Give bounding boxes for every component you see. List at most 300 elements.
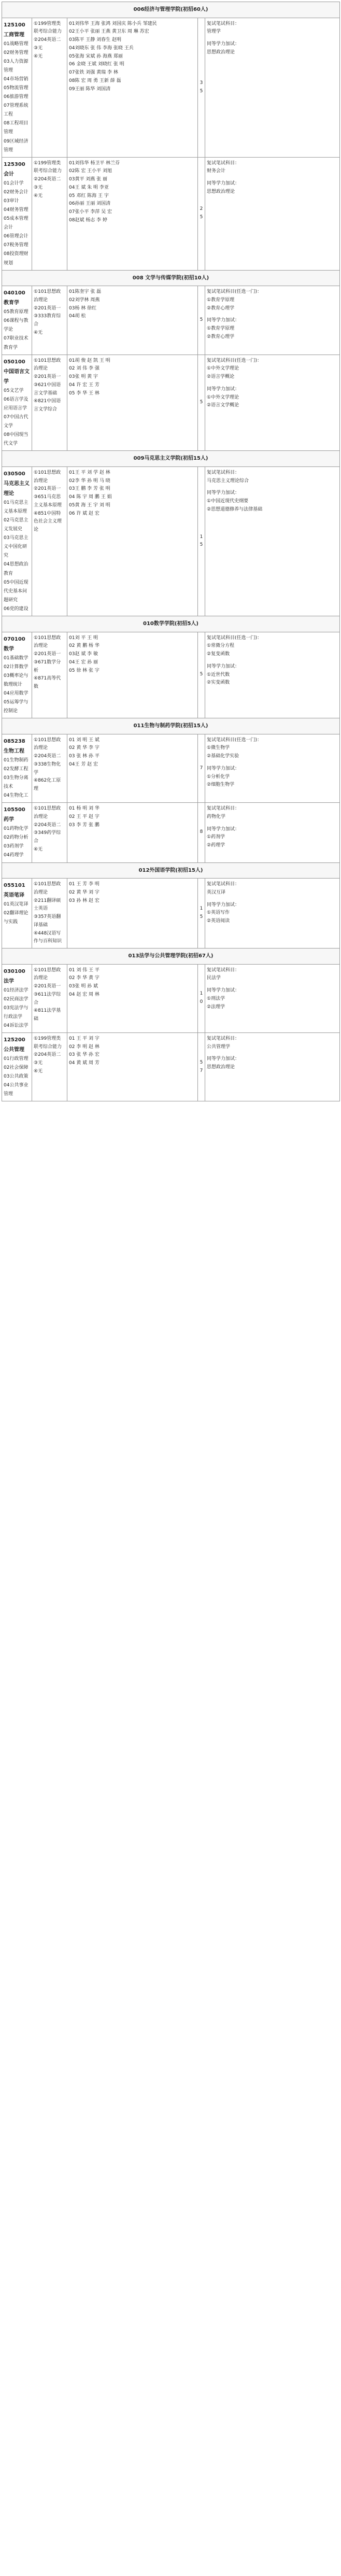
retest-line: ②语言学概论 xyxy=(207,374,235,380)
retest-line: 思想政治理论 xyxy=(207,189,235,194)
retest-line: ①微生物学 xyxy=(207,745,230,751)
retest-line xyxy=(207,485,338,489)
exam-subject: ①101思想政治理论 xyxy=(34,882,61,895)
research-direction: 04思想政治教育 xyxy=(4,562,29,576)
exam-subject: ②204英语二 xyxy=(34,1052,61,1058)
major-name: 050100中国语言文学 xyxy=(4,359,30,385)
supervisors-cell xyxy=(67,632,198,718)
program-row xyxy=(2,632,340,718)
major-name: 125300会计 xyxy=(4,161,25,177)
major-name: 125100工商管理 xyxy=(4,22,25,38)
retest-line: ①英语写作 xyxy=(207,910,230,916)
retest-line: ①教育学原理 xyxy=(207,297,235,303)
research-direction: 04生物化工 xyxy=(4,793,29,799)
exam-subject: ③无 xyxy=(34,1060,43,1066)
retest-line: 同等学力加试： xyxy=(207,386,240,392)
retest-line: ①中外文学理论 xyxy=(207,366,239,372)
research-direction: 06管理会计 xyxy=(4,234,29,239)
research-direction: 08中国现当代文学 xyxy=(4,432,29,447)
exam-subject: ①199管理类联考综合能力 xyxy=(34,1036,62,1050)
college-header-row xyxy=(2,862,340,879)
exam-subject: ④无 xyxy=(34,193,43,199)
exam-subjects-cell xyxy=(32,355,67,451)
retest-line: 同等学力加试： xyxy=(207,988,240,993)
supervisor-list: 01 刘 伟 王 平 xyxy=(69,967,100,973)
research-direction: 03药剂学 xyxy=(4,844,24,850)
supervisor-list: 04刘晓东 张 伟 李海 张晓 王兵 xyxy=(69,45,134,51)
exam-subject: ②201英语一 xyxy=(34,652,61,657)
supervisor-list: 04王 宏 孙 丽 xyxy=(69,659,98,665)
supervisor-list: 02 黄 华 刘 宇 xyxy=(69,889,100,895)
exam-subjects-cell xyxy=(32,1032,67,1101)
research-direction: 03公共政策 xyxy=(4,1074,29,1080)
retest-line: ①常微分方程 xyxy=(207,643,235,649)
college-header-row xyxy=(2,718,340,734)
major-cell xyxy=(2,879,32,949)
supervisor-list: 08陈 宏 周 勇 王新 薛 磊 xyxy=(69,78,121,83)
enrollment-count: 35 xyxy=(198,18,205,157)
retest-line: 同等学力加试： xyxy=(207,41,240,47)
research-direction: 03马克思主义中国化研究 xyxy=(4,535,29,559)
retest-line: 复试笔试科目： xyxy=(207,806,240,812)
enrollment-count: 5 xyxy=(198,632,205,718)
supervisor-list: 04 赵 宏 周 林 xyxy=(69,992,100,997)
program-row xyxy=(2,803,340,862)
supervisor-list: 01 王 芳 李 明 xyxy=(69,882,100,887)
enrollment-count: 15 xyxy=(198,879,205,949)
program-row xyxy=(2,157,340,270)
research-direction: 02民商法学 xyxy=(4,996,29,1002)
retest-line: 复试笔试科目(任选一门)： xyxy=(207,635,262,641)
retest-line: ②语言文学概论 xyxy=(207,403,239,408)
exam-subject: ②204英语二 xyxy=(34,37,61,43)
college-title: 006经济与管理学院(初招60人) xyxy=(2,2,340,18)
program-row xyxy=(2,1032,340,1101)
exam-subject: ③349药学综合 xyxy=(34,830,61,844)
major-name: 125200公共管理 xyxy=(4,1037,25,1053)
retest-cell xyxy=(205,286,340,355)
supervisors-cell xyxy=(67,964,198,1032)
exam-subject: ③338生物化学 xyxy=(34,761,61,775)
supervisors-cell xyxy=(67,803,198,862)
retest-cell xyxy=(205,632,340,718)
catalog-table xyxy=(2,2,340,1101)
retest-cell xyxy=(205,964,340,1032)
research-direction: 02马克思主义发展史 xyxy=(4,517,29,532)
retest-cell xyxy=(205,355,340,451)
exam-subject: ①101思想政治理论 xyxy=(34,737,61,751)
exam-subject: ①101思想政治理论 xyxy=(34,635,61,649)
supervisors-cell xyxy=(67,18,198,157)
supervisor-list: 05 邓红 陈海 王 宇 xyxy=(69,193,109,199)
retest-line: ①刑法学 xyxy=(207,996,225,1001)
research-direction: 05成本管理会计 xyxy=(4,216,29,231)
supervisor-list: 05 李 华 王 林 xyxy=(69,390,100,396)
supervisors-cell xyxy=(67,466,198,616)
research-direction: 07中国古代文学 xyxy=(4,414,29,429)
retest-line: ①分析化学 xyxy=(207,774,230,780)
enrollment-count: 5 xyxy=(198,355,205,451)
major-cell xyxy=(2,355,32,451)
research-direction: 01经济法学 xyxy=(4,987,29,993)
supervisor-list: 09王丽 陈华 刘国清 xyxy=(69,86,111,92)
exam-subject: ②201英语一 xyxy=(34,305,61,311)
retest-line: 同等学力加试： xyxy=(207,181,240,187)
retest-line: 思想政治理论 xyxy=(207,49,235,55)
retest-line: ②教育心理学 xyxy=(207,305,235,311)
supervisors-cell xyxy=(67,157,198,270)
exam-subject: ④无 xyxy=(34,53,43,59)
college-title: 010数学学院(初招5人) xyxy=(2,616,340,632)
research-direction: 04诉讼法学 xyxy=(4,1023,29,1028)
research-direction: 07管理系统工程 xyxy=(4,103,29,118)
exam-subject: ④821中国语言文学综合 xyxy=(34,399,61,413)
exam-subject: ②201英语一 xyxy=(34,374,61,380)
research-direction: 05物流管理 xyxy=(4,85,29,91)
retest-cell xyxy=(205,18,340,157)
retest-line: 药物化学 xyxy=(207,814,226,819)
supervisor-list: 01刘伟华 杨卫平 林兰芬 xyxy=(69,160,120,166)
supervisor-list: 01刘伟华 王海 张鸿 刘国庆 陈小兵 邹建民 xyxy=(69,21,157,26)
program-row xyxy=(2,734,340,802)
supervisor-list: 03 孙 林 赵 宏 xyxy=(69,898,100,903)
research-direction: 02药物分析 xyxy=(4,835,29,841)
research-direction: 05文艺学 xyxy=(4,388,24,393)
supervisor-list: 03张 明 黄 宇 xyxy=(69,374,98,380)
college-title: 013法学与公共管理学院(初招67人) xyxy=(2,949,340,965)
retest-cell xyxy=(205,466,340,616)
exam-subject: ②211翻译硕士英语 xyxy=(34,898,61,912)
exam-subject: ④无 xyxy=(34,846,43,852)
supervisor-list: 03 张 华 孙 宏 xyxy=(69,1052,100,1058)
supervisor-list: 01刘 平 王 明 xyxy=(69,635,98,641)
research-direction: 03概率论与数理统计 xyxy=(4,673,29,687)
research-direction: 07税务管理 xyxy=(4,243,29,248)
supervisor-list: 06 金晓 王斌 刘晓红 张 明 xyxy=(69,62,124,67)
supervisor-list: 02李 华 孙 明 马 晓 xyxy=(69,478,110,484)
research-direction: 01行政管理 xyxy=(4,1056,29,1061)
supervisors-cell xyxy=(67,879,198,949)
supervisor-list: 05 徐 林 张 宇 xyxy=(69,668,100,673)
enrollment-count: 57 xyxy=(198,1032,205,1101)
retest-line: ②细胞生物学 xyxy=(207,782,235,788)
research-direction: 03人力资源管理 xyxy=(4,59,29,73)
retest-line: ①教育学原理 xyxy=(207,326,235,332)
exam-subjects-cell xyxy=(32,632,67,718)
exam-subject: ④448汉语写作与百科知识 xyxy=(34,930,62,944)
research-direction: 02计算数学 xyxy=(4,664,29,670)
research-direction: 01药物化学 xyxy=(4,826,29,832)
supervisor-list: 04胡 松 xyxy=(69,314,86,319)
retest-line: 复试笔试科目： xyxy=(207,882,240,887)
major-cell xyxy=(2,803,32,862)
research-direction: 03生物分离技术 xyxy=(4,775,29,789)
admission-catalog xyxy=(2,2,339,1101)
supervisor-list: 01胡 俊 赵 凯 王 明 xyxy=(69,358,110,363)
supervisor-list: 01王 平 刘 学 赵 林 xyxy=(69,470,110,475)
college-header-row xyxy=(2,451,340,467)
retest-line: 复试笔试科目(任选一门)： xyxy=(207,358,262,363)
exam-subjects-cell xyxy=(32,803,67,862)
retest-line: ②药理学 xyxy=(207,843,225,848)
major-name: 085238生物工程 xyxy=(4,738,25,754)
major-cell xyxy=(2,18,32,157)
retest-line xyxy=(207,381,338,386)
supervisor-list: 03 李 芳 张 鹏 xyxy=(69,822,100,828)
enrollment-count: 15 xyxy=(198,466,205,616)
exam-subject: ④851中国特色社会主义理论 xyxy=(34,511,62,533)
retest-line xyxy=(207,176,338,180)
retest-line: 财务会计 xyxy=(207,168,226,174)
supervisor-list: 02 黄 华 李 宇 xyxy=(69,745,100,751)
research-direction: 06旅游管理 xyxy=(4,94,29,100)
research-direction: 06语言学及应用语言学 xyxy=(4,397,29,411)
research-direction: 04市场营销 xyxy=(4,76,29,82)
retest-line: 复试笔试科目： xyxy=(207,470,240,475)
retest-line: 同等学力加试： xyxy=(207,1056,240,1062)
research-direction: 02财务管理 xyxy=(4,50,29,55)
exam-subject: ①101思想政治理论 xyxy=(34,289,61,303)
exam-subject: ①101思想政治理论 xyxy=(34,806,61,819)
retest-cell xyxy=(205,879,340,949)
exam-subject: ③611法学综合 xyxy=(34,992,61,1006)
retest-line xyxy=(207,897,338,901)
research-direction: 01英汉笔译 xyxy=(4,902,29,907)
research-direction: 05中国近现代史基本问题研究 xyxy=(4,579,29,603)
supervisor-list: 01 刘 明 王 斌 xyxy=(69,737,100,743)
retest-line: 复试笔试科目： xyxy=(207,21,240,26)
supervisor-list: 05黄 海 王 宇 刘 明 xyxy=(69,502,110,508)
retest-line: 复试笔试科目： xyxy=(207,1036,240,1041)
major-cell xyxy=(2,286,32,355)
retest-line: ①中国近现代史纲要 xyxy=(207,499,249,504)
retest-cell xyxy=(205,803,340,862)
exam-subject: ①101思想政治理论 xyxy=(34,967,61,981)
supervisor-list: 03王 鹏 李 芳 张 明 xyxy=(69,486,110,492)
retest-line xyxy=(207,313,338,317)
major-cell xyxy=(2,157,32,270)
research-direction: 05运筹学与控制论 xyxy=(4,699,29,714)
exam-subject: ②204英语二 xyxy=(34,822,61,828)
retest-line xyxy=(207,1051,338,1055)
college-header-row xyxy=(2,2,340,18)
major-name: 030100法学 xyxy=(4,968,25,984)
supervisor-list: 06孙丽 王丽 刘国清 xyxy=(69,201,111,207)
exam-subject: ③无 xyxy=(34,45,43,51)
exam-subjects-cell xyxy=(32,964,67,1032)
supervisor-list: 06 许 斌 赵 宏 xyxy=(69,511,100,516)
exam-subject: ①199管理类联考综合能力 xyxy=(34,160,62,174)
research-direction: 04财务管理 xyxy=(4,207,29,213)
supervisor-list: 02刘学林 周燕 xyxy=(69,297,100,303)
retest-line xyxy=(207,983,338,987)
retest-line: ②法理学 xyxy=(207,1004,225,1010)
retest-line xyxy=(207,822,338,826)
research-direction: 09区域经济管理 xyxy=(4,138,29,153)
exam-subject: ①199管理类联考综合能力 xyxy=(34,21,62,35)
exam-subjects-cell xyxy=(32,157,67,270)
retest-line: ①近世代数 xyxy=(207,672,230,677)
supervisor-list: 02陈 宏 王小平 刘旭 xyxy=(69,168,112,174)
exam-subject: ③333教育综合 xyxy=(34,314,61,328)
major-cell xyxy=(2,632,32,718)
supervisor-list: 07张铁 刘强 黄瑞 李 林 xyxy=(69,70,118,75)
college-title: 012外国语学院(初招15人) xyxy=(2,862,340,879)
supervisor-list: 03赵 斌 李 敏 xyxy=(69,652,98,657)
supervisors-cell xyxy=(67,286,198,355)
research-direction: 05教育原理 xyxy=(4,309,29,315)
retest-line: 同等学力加试： xyxy=(207,663,240,669)
supervisor-list: 07张小平 李萍 吴 宏 xyxy=(69,209,112,215)
supervisor-list: 03黄平 刘燕 张 丽 xyxy=(69,177,108,182)
research-direction: 01会计学 xyxy=(4,180,24,186)
retest-line xyxy=(207,36,338,40)
research-direction: 02社会保障 xyxy=(4,1065,29,1071)
major-cell xyxy=(2,1032,32,1101)
major-name: 030500马克思主义理论 xyxy=(4,471,30,497)
retest-line: 思想政治理论 xyxy=(207,1065,235,1070)
supervisor-list: 02 黄 鹏 杨 华 xyxy=(69,643,100,649)
retest-cell xyxy=(205,1032,340,1101)
research-direction: 02翻译理论与实践 xyxy=(4,911,29,925)
exam-subject: ①101思想政治理论 xyxy=(34,470,61,484)
supervisor-list: 01 王 平 刘 宇 xyxy=(69,1036,100,1041)
retest-line: 复试笔试科目： xyxy=(207,160,240,166)
program-row xyxy=(2,286,340,355)
exam-subject: ④811法学基础 xyxy=(34,1008,61,1022)
exam-subjects-cell xyxy=(32,466,67,616)
program-row xyxy=(2,18,340,157)
research-direction: 01生物制药 xyxy=(4,757,29,763)
supervisor-list: 03陈平 王静 刘春生 赵明 xyxy=(69,37,122,43)
exam-subject: ④871高等代数 xyxy=(34,676,61,689)
retest-line: 同等学力加试： xyxy=(207,490,240,496)
supervisor-list: 04 黄 斌 周 芳 xyxy=(69,1060,100,1066)
supervisor-list: 02 王 平 赵 宇 xyxy=(69,814,100,819)
exam-subject: ③671数学分析 xyxy=(34,659,61,673)
retest-line xyxy=(207,761,338,765)
retest-line: ①中外文学理论 xyxy=(207,394,239,400)
major-name: 055101英语笔译 xyxy=(4,883,25,898)
retest-line: ②英语阅读 xyxy=(207,918,230,924)
exam-subject: ①101思想政治理论 xyxy=(34,358,61,372)
supervisors-cell xyxy=(67,1032,198,1101)
exam-subjects-cell xyxy=(32,734,67,802)
enrollment-count: 5 xyxy=(198,286,205,355)
research-direction: 04药理学 xyxy=(4,853,24,858)
program-row xyxy=(2,879,340,949)
research-direction: 01基础数学 xyxy=(4,655,29,661)
research-direction: 06课程与教学论 xyxy=(4,318,29,333)
exam-subjects-cell xyxy=(32,18,67,157)
exam-subject: ③651马克思主义基本原理 xyxy=(34,494,62,508)
supervisors-cell xyxy=(67,734,198,802)
exam-subject: ②204英语二 xyxy=(34,754,61,759)
retest-cell xyxy=(205,157,340,270)
exam-subject: ③无 xyxy=(34,185,43,190)
college-header-row xyxy=(2,616,340,632)
retest-line: 管理学 xyxy=(207,29,221,35)
exam-subjects-cell xyxy=(32,879,67,949)
retest-line: 复试笔试科目： xyxy=(207,967,240,973)
retest-line: 同等学力加试： xyxy=(207,902,240,908)
research-direction: 03审计 xyxy=(4,198,19,204)
exam-subject: ④862化工原理 xyxy=(34,778,61,792)
supervisor-list: 03 张 林 孙 平 xyxy=(69,754,100,759)
research-direction: 01马克思主义基本原理 xyxy=(4,500,29,514)
exam-subject: ②201英语一 xyxy=(34,486,61,492)
exam-subjects-cell xyxy=(32,286,67,355)
retest-line: ②教育心理学 xyxy=(207,334,235,339)
retest-line: 同等学力加试： xyxy=(207,826,240,832)
exam-subject: ④无 xyxy=(34,1068,43,1074)
major-cell xyxy=(2,734,32,802)
supervisor-list: 03杨 林 徐红 xyxy=(69,305,97,311)
supervisor-list: 08赵斌 杨志 李 婷 xyxy=(69,217,108,223)
exam-subject: ②204英语二 xyxy=(34,177,61,182)
enrollment-count: 10 xyxy=(198,964,205,1032)
retest-line: 英汉互译 xyxy=(207,889,226,895)
retest-line: 复试笔试科目(任选一门)： xyxy=(207,289,262,295)
supervisor-list: 01 杨 明 刘 华 xyxy=(69,806,100,812)
exam-subject: ④无 xyxy=(34,330,43,335)
retest-line: 同等学力加试： xyxy=(207,766,240,771)
retest-line: 马克思主义理论综合 xyxy=(207,478,249,484)
research-direction: 08工程项目管理 xyxy=(4,121,29,135)
retest-line: ②基础化学实验 xyxy=(207,754,239,759)
retest-line: 同等学力加试： xyxy=(207,318,240,323)
major-name: 040100教育学 xyxy=(4,290,25,306)
retest-cell xyxy=(205,734,340,802)
research-direction: 08投资理财规划 xyxy=(4,251,29,266)
research-direction: 04应用数学 xyxy=(4,690,29,696)
college-title: 011生物与制药学院(初招15人) xyxy=(2,718,340,734)
supervisor-list: 05张海 宋斌 孙 海燕 郑丽 xyxy=(69,53,123,59)
research-direction: 04公共事业管理 xyxy=(4,1083,29,1097)
research-direction: 06党的建设 xyxy=(4,606,29,612)
research-direction: 02发酵工程 xyxy=(4,766,29,772)
program-row xyxy=(2,964,340,1032)
supervisor-list: 02王小平 张丽 王燕 黄卫东 周 琳 苏宏 xyxy=(69,29,149,35)
supervisor-list: 02 刘 伟 李 强 xyxy=(69,366,100,372)
retest-line: 复试笔试科目(任选一门)： xyxy=(207,737,262,743)
enrollment-count: 8 xyxy=(198,803,205,862)
major-cell xyxy=(2,964,32,1032)
enrollment-count: 7 xyxy=(198,734,205,802)
exam-subject: ③621中国语言文学基础 xyxy=(34,382,61,396)
college-title: 008 文学与传媒学院(初招10人) xyxy=(2,270,340,286)
supervisors-cell xyxy=(67,355,198,451)
major-cell xyxy=(2,466,32,616)
supervisor-list: 04 陈 宇 周 鹏 王 娟 xyxy=(69,494,112,500)
exam-subject: ②201英语一 xyxy=(34,984,61,989)
exam-subject: ③357英语翻译基础 xyxy=(34,914,61,928)
program-row xyxy=(2,355,340,451)
major-name: 105500药学 xyxy=(4,807,25,823)
research-direction: 01战略管理 xyxy=(4,41,29,47)
enrollment-count: 25 xyxy=(198,157,205,270)
retest-line xyxy=(207,659,338,663)
college-title: 009马克思主义学院(初招15人) xyxy=(2,451,340,467)
retest-line: ②实变函数 xyxy=(207,680,230,686)
supervisor-list: 04王 斌 朱 明 李亚 xyxy=(69,185,109,190)
retest-line: ②复变函数 xyxy=(207,652,230,657)
supervisor-list: 02 李 华 黄 宇 xyxy=(69,975,100,981)
supervisor-list: 04王 芳 赵 宏 xyxy=(69,761,98,767)
retest-line: ①药剂学 xyxy=(207,834,225,840)
research-direction: 02财务会计 xyxy=(4,189,29,195)
research-direction: 03宪法学与行政法学 xyxy=(4,1005,29,1020)
